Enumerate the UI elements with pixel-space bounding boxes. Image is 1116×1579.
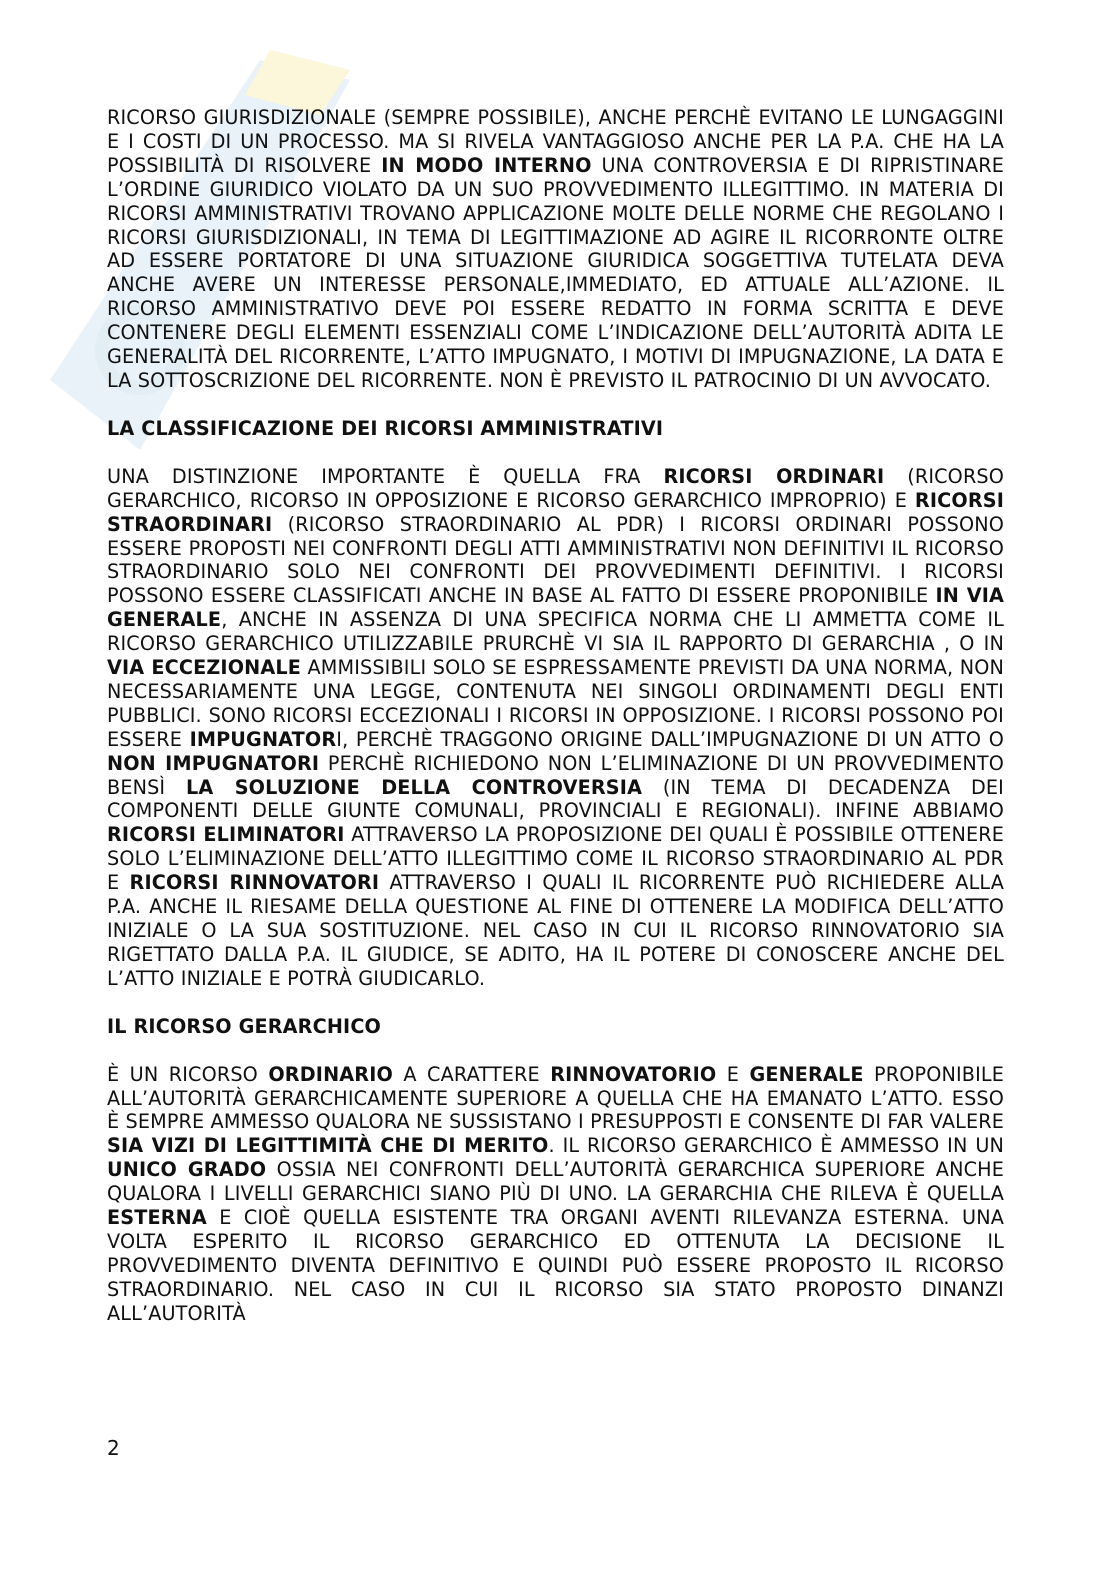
bold-text-run: LA CLASSIFICAZIONE DEI RICORSI AMMINISTRATIVI <box>107 416 664 440</box>
text-run: UNA DISTINZIONE IMPORTANTE È QUELLA FRA <box>107 464 664 488</box>
bold-text-run: IL RICORSO GERARCHICO <box>107 1014 382 1038</box>
bold-text-run: GENERALE <box>749 1062 864 1086</box>
section-heading <box>107 1015 1004 1039</box>
text-run: UNA CONTROVERSIA E DI RIPRISTINARE L’ORDINE GIURIDICO VIOLATO DA UN SUO PROVVEDIMENTO ILLEGITTIMO. IN MATERIA DI RICORSI AMMINISTRATIVI TROVANO APPLICAZIONE MOLTE DELLE NORME CHE REGOLANO I RICORSI GIURISDIZIONALI, IN TEMA DI LEGITTIMAZIONE AD AGIRE IL RICORRONTE OLTRE AD ESSERE PORTATORE DI UNA SITUAZIONE GIURIDICA SOGGETTIVA TUTELATA DEVA ANCHE AVERE UN INTERESSE PERSONALE,IMMEDIATO, ED ATTUALE ALL’AZIONE. IL RICORSO AMMINISTRATIVO DEVE POI ESSERE REDATTO IN FORMA SCRITTA E DEVE CONTENERE DEGLI ELEMENTI ESSENZIALI COME L’INDICAZIONE DELL’AUTORITÀ ADITA LE GENERALITÀ DEL RICORRENTE, L’ATTO IMPUGNATO, I MOTIVI DI IMPUGNAZIONE, LA DATA E LA SOTTOSCRIZIONE DEL RICORRENTE. NON È PREVISTO IL PATROCINIO DI UN AVVOCATO. <box>107 153 1004 392</box>
bold-text-run: ESTERNA <box>107 1206 207 1230</box>
bold-text-run: RINNOVATORIO <box>550 1062 717 1086</box>
text-run: ATTRAVERSO LA PROPOSIZIONE DEI QUALI È POSSIBILE OTTENERE SOLO L’ELIMINAZIONE DELL’ATTO ILLEGITTIMO COME IL RICORSO STRAORDINARIO AL PDR E <box>107 823 1004 895</box>
bold-text-run: RICORSI RINNOVATORI <box>129 871 380 895</box>
text-run: È UN RICORSO <box>107 1062 269 1086</box>
text-run: (IN TEMA DI DECADENZA DEI COMPONENTI DELLE GIUNTE COMUNALI, PROVINCIALI E REGIONALI). INFINE ABBIAMO <box>107 775 1004 823</box>
text-run: RICORSO GIURISDIZIONALE (SEMPRE POSSIBILE), ANCHE PERCHÈ EVITANO LE LUNGAGGINI E I COSTI DI UN PROCESSO. MA SI RIVELA VANTAGGIOSO ANCHE PER LA P.A. CHE HA LA POSSIBILITÀ DI RISOLVERE <box>107 106 1004 177</box>
text-run: A CARATTERE <box>392 1062 551 1086</box>
text-run: PERCHÈ RICHIEDONO NON L’ELIMINAZIONE DI UN PROVVEDIMENTO BENSÌ <box>107 751 1004 799</box>
bold-text-run: IMPUGNATOR <box>189 727 337 751</box>
bold-text-run: RICORSI ORDINARI <box>663 464 885 488</box>
text-run: (RICORSO STRAORDINARIO AL PDR) I RICORSI ORDINARI POSSONO ESSERE PROPOSTI NEI CONFRONTI DEGLI ATTI AMMINISTRATIVI NON DEFINITIVI IL RICORSO STRAORDINARIO SOLO NEI CONFRONTI DEI PROVVEDIMENTI DEFINITIVI. I RICORSI POSSONO ESSERE CLASSIFICATI ANCHE IN BASE AL FATTO DI ESSERE PROPONIBILE <box>107 512 1004 608</box>
text-run: I, PERCHÈ TRAGGONO ORIGINE DALL’IMPUGNAZIONE DI UN ATTO O <box>336 727 1004 751</box>
text-run: ATTRAVERSO I QUALI IL RICORRENTE PUÒ RICHIEDERE ALLA P.A. ANCHE IL RIESAME DELLA QUESTIONE AL FINE DI OTTENERE LA MODIFICA DELL’ATTO INIZIALE O LA SUA SOSTITUZIONE. NEL CASO IN CUI IL RICORSO RINNOVATORIO SIA RIGETTATO DALLA P.A. IL GIUDICE, SE ADITO, HA IL POTERE DI CONOSCERE ANCHE DEL L’ATTO INIZIALE E POTRÀ GIUDICARLO. <box>107 871 1004 990</box>
bold-text-run: IN MODO INTERNO <box>381 153 592 177</box>
text-run: , ANCHE IN ASSENZA DI UNA SPECIFICA NORMA CHE LI AMMETTA COME IL RICORSO GERARCHICO UTILIZZABILE PRURCHÈ VI SIA IL RAPPORTO DI GERARCHIA , O IN <box>107 608 1004 656</box>
bold-text-run: LA SOLUZIONE DELLA CONTROVERSIA <box>186 775 643 799</box>
text-run: (RICORSO GERARCHICO, RICORSO IN OPPOSIZIONE E RICORSO GERARCHICO IMPROPRIO) E <box>107 464 1005 512</box>
text-run: PROPONIBILE ALL’AUTORITÀ GERARCHICAMENTE SUPERIORE A QUELLA CHE HA EMANATO L’ATTO. ESSO È SEMPRE AMMESSO QUALORA NE SUSSISTANO I PRESUPPOSTI E CONSENTE DI FAR VALERE <box>107 1062 1004 1134</box>
bold-text-run: NON IMPUGNATORI <box>107 751 320 775</box>
bold-text-run: UNICO GRADO <box>107 1158 267 1182</box>
section-heading <box>107 417 1004 441</box>
bold-text-run: RICORSI STRAORDINARI <box>107 488 1004 536</box>
bold-text-run: SIA VIZI DI LEGITTIMITÀ CHE DI MERITO <box>107 1134 549 1158</box>
bold-text-run: ORDINARIO <box>268 1062 393 1086</box>
text-run: E CIOÈ QUELLA ESISTENTE TRA ORGANI AVENTI RILEVANZA ESTERNA. UNA VOLTA ESPERITO IL RICORSO GERARCHICO ED OTTENUTA LA DECISIONE IL PROVVEDIMENTO DIVENTA DEFINITIVO E QUINDI PUÒ ESSERE PROPOSTO IL RICORSO STRAORDINARIO. NEL CASO IN CUI IL RICORSO SIA STATO PROPOSTO DINANZI ALL’AUTORITÀ <box>107 1206 1004 1325</box>
text-run: E <box>716 1062 750 1086</box>
text-run: AMMISSIBILI SOLO SE ESPRESSAMENTE PREVISTI DA UNA NORMA, NON NECESSARIAMENTE UNA LEGGE, CONTENUTA NEI SINGOLI ORDINAMENTI DEGLI ENTI PUBBLICI. SONO RICORSI ECCEZIONALI I RICORSI IN OPPOSIZIONE. I RICORSI POSSONO POI ESSERE <box>107 656 1004 751</box>
document-body <box>107 106 1004 1326</box>
body-paragraph <box>107 1063 1004 1326</box>
body-paragraph <box>107 106 1004 393</box>
text-run: OSSIA NEI CONFRONTI DELL’AUTORITÀ GERARCHICA SUPERIORE ANCHE QUALORA I LIVELLI GERARCHICI SIANO PIÙ DI UNO. LA GERARCHIA CHE RILEVA È QUELLA <box>107 1158 1004 1206</box>
bold-text-run: RICORSI ELIMINATORI <box>107 823 345 847</box>
text-run: . IL RICORSO GERARCHICO È AMMESSO IN UN <box>548 1134 1005 1158</box>
body-paragraph <box>107 465 1004 991</box>
bold-text-run: IN VIA GENERALE <box>107 584 1004 632</box>
page-number: 2 <box>107 1436 120 1460</box>
bold-text-run: VIA ECCEZIONALE <box>107 656 302 680</box>
